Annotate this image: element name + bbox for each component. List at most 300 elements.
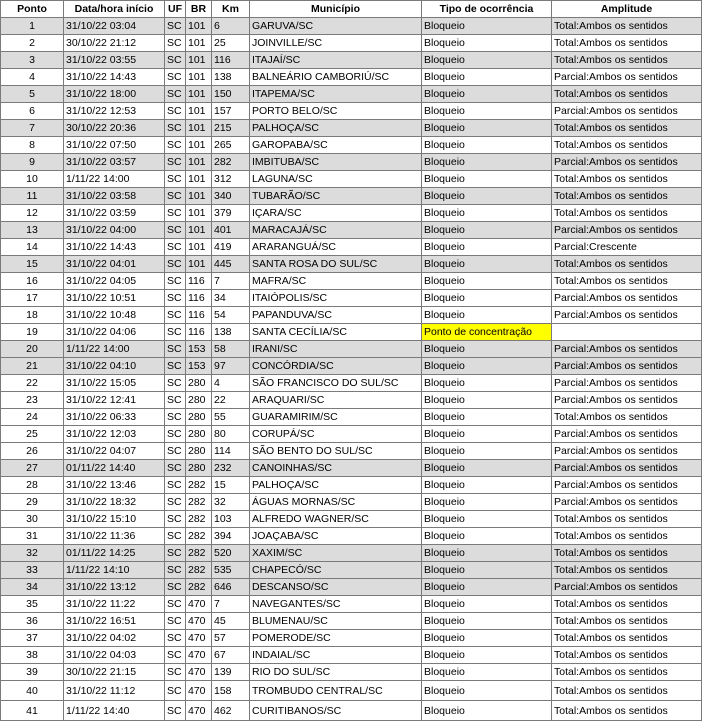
cell-municipio: LAGUNA/SC <box>250 171 422 188</box>
cell-data-hora: 31/10/22 10:48 <box>64 307 165 324</box>
cell-municipio: CURITIBANOS/SC <box>250 701 422 721</box>
cell-tipo: Bloqueio <box>422 35 552 52</box>
cell-br: 101 <box>186 137 212 154</box>
cell-km: 340 <box>212 188 250 205</box>
table-row <box>1 239 702 256</box>
cell-uf: SC <box>165 579 186 596</box>
cell-tipo: Bloqueio <box>422 409 552 426</box>
table-row <box>1 426 702 443</box>
cell-br: 101 <box>186 188 212 205</box>
header-data-hora: Data/hora início <box>64 1 165 18</box>
cell-br: 101 <box>186 239 212 256</box>
cell-data-hora: 1/11/22 14:00 <box>64 341 165 358</box>
cell-municipio: GAROPABA/SC <box>250 137 422 154</box>
table-row <box>1 171 702 188</box>
table-row <box>1 545 702 562</box>
cell-municipio: PALHOÇA/SC <box>250 120 422 137</box>
cell-municipio: BLUMENAU/SC <box>250 613 422 630</box>
cell-uf: SC <box>165 120 186 137</box>
cell-uf: SC <box>165 18 186 35</box>
cell-amplitude: Parcial:Crescente <box>552 239 702 256</box>
cell-km: 138 <box>212 69 250 86</box>
cell-municipio: RIO DO SUL/SC <box>250 664 422 681</box>
table-row <box>1 120 702 137</box>
cell-tipo: Bloqueio <box>422 647 552 664</box>
cell-km: 419 <box>212 239 250 256</box>
cell-amplitude: Total:Ambos os sentidos <box>552 120 702 137</box>
cell-data-hora: 31/10/22 11:12 <box>64 681 165 701</box>
cell-tipo: Bloqueio <box>422 239 552 256</box>
cell-amplitude: Total:Ambos os sentidos <box>552 681 702 701</box>
cell-km: 114 <box>212 443 250 460</box>
cell-ponto: 40 <box>1 681 64 701</box>
cell-amplitude: Total:Ambos os sentidos <box>552 52 702 69</box>
cell-municipio: IÇARA/SC <box>250 205 422 222</box>
cell-br: 116 <box>186 290 212 307</box>
cell-uf: SC <box>165 222 186 239</box>
cell-data-hora: 31/10/22 11:22 <box>64 596 165 613</box>
cell-br: 280 <box>186 392 212 409</box>
cell-km: 103 <box>212 511 250 528</box>
cell-municipio: CORUPÁ/SC <box>250 426 422 443</box>
cell-uf: SC <box>165 392 186 409</box>
cell-municipio: IMBITUBA/SC <box>250 154 422 171</box>
cell-ponto: 31 <box>1 528 64 545</box>
cell-data-hora: 31/10/22 04:00 <box>64 222 165 239</box>
header-row <box>1 1 702 18</box>
cell-br: 280 <box>186 460 212 477</box>
header-municipio: Município <box>250 1 422 18</box>
cell-municipio: ÁGUAS MORNAS/SC <box>250 494 422 511</box>
cell-data-hora: 31/10/22 03:55 <box>64 52 165 69</box>
cell-br: 282 <box>186 528 212 545</box>
cell-municipio: BALNEÁRIO CAMBORIÚ/SC <box>250 69 422 86</box>
cell-br: 282 <box>186 562 212 579</box>
table-row <box>1 681 702 701</box>
table-row <box>1 460 702 477</box>
cell-uf: SC <box>165 545 186 562</box>
cell-br: 280 <box>186 409 212 426</box>
cell-data-hora: 31/10/22 07:50 <box>64 137 165 154</box>
cell-municipio: DESCANSO/SC <box>250 579 422 596</box>
table-row <box>1 341 702 358</box>
cell-municipio: SÃO BENTO DO SUL/SC <box>250 443 422 460</box>
table-row <box>1 477 702 494</box>
cell-municipio: INDAIAL/SC <box>250 647 422 664</box>
cell-data-hora: 31/10/22 18:00 <box>64 86 165 103</box>
cell-amplitude: Parcial:Ambos os sentidos <box>552 375 702 392</box>
cell-municipio: SÃO FRANCISCO DO SUL/SC <box>250 375 422 392</box>
table-row <box>1 52 702 69</box>
cell-ponto: 10 <box>1 171 64 188</box>
cell-tipo: Bloqueio <box>422 358 552 375</box>
table-row <box>1 647 702 664</box>
cell-ponto: 16 <box>1 273 64 290</box>
table-row <box>1 69 702 86</box>
cell-tipo: Bloqueio <box>422 273 552 290</box>
cell-data-hora: 31/10/22 03:59 <box>64 205 165 222</box>
cell-tipo: Bloqueio <box>422 256 552 273</box>
cell-uf: SC <box>165 239 186 256</box>
cell-amplitude: Total:Ambos os sentidos <box>552 409 702 426</box>
cell-tipo: Bloqueio <box>422 307 552 324</box>
cell-data-hora: 31/10/22 04:01 <box>64 256 165 273</box>
cell-km: 97 <box>212 358 250 375</box>
table-row <box>1 596 702 613</box>
table-row <box>1 494 702 511</box>
cell-br: 101 <box>186 18 212 35</box>
cell-uf: SC <box>165 375 186 392</box>
cell-uf: SC <box>165 528 186 545</box>
cell-km: 462 <box>212 701 250 721</box>
cell-br: 282 <box>186 494 212 511</box>
cell-br: 116 <box>186 307 212 324</box>
cell-ponto: 27 <box>1 460 64 477</box>
cell-km: 58 <box>212 341 250 358</box>
cell-br: 280 <box>186 375 212 392</box>
cell-tipo: Bloqueio <box>422 477 552 494</box>
cell-km: 80 <box>212 426 250 443</box>
cell-amplitude: Parcial:Ambos os sentidos <box>552 443 702 460</box>
table-row <box>1 579 702 596</box>
cell-uf: SC <box>165 273 186 290</box>
cell-uf: SC <box>165 154 186 171</box>
cell-tipo: Bloqueio <box>422 511 552 528</box>
cell-ponto: 23 <box>1 392 64 409</box>
table-row <box>1 35 702 52</box>
cell-km: 116 <box>212 52 250 69</box>
cell-uf: SC <box>165 443 186 460</box>
cell-br: 470 <box>186 701 212 721</box>
header-br: BR <box>186 1 212 18</box>
cell-amplitude: Total:Ambos os sentidos <box>552 664 702 681</box>
table-row <box>1 630 702 647</box>
cell-km: 54 <box>212 307 250 324</box>
cell-municipio: POMERODE/SC <box>250 630 422 647</box>
cell-data-hora: 31/10/22 16:51 <box>64 613 165 630</box>
cell-tipo: Bloqueio <box>422 681 552 701</box>
cell-ponto: 8 <box>1 137 64 154</box>
cell-ponto: 21 <box>1 358 64 375</box>
cell-uf: SC <box>165 494 186 511</box>
cell-br: 101 <box>186 205 212 222</box>
cell-km: 150 <box>212 86 250 103</box>
cell-br: 470 <box>186 630 212 647</box>
cell-ponto: 33 <box>1 562 64 579</box>
cell-tipo: Bloqueio <box>422 443 552 460</box>
cell-data-hora: 31/10/22 11:36 <box>64 528 165 545</box>
cell-amplitude: Parcial:Ambos os sentidos <box>552 477 702 494</box>
cell-uf: SC <box>165 103 186 120</box>
cell-data-hora: 31/10/22 03:04 <box>64 18 165 35</box>
cell-municipio: PORTO BELO/SC <box>250 103 422 120</box>
table-row <box>1 701 702 721</box>
cell-uf: SC <box>165 205 186 222</box>
cell-ponto: 26 <box>1 443 64 460</box>
cell-km: 401 <box>212 222 250 239</box>
cell-tipo: Bloqueio <box>422 545 552 562</box>
cell-ponto: 6 <box>1 103 64 120</box>
cell-tipo: Bloqueio <box>422 222 552 239</box>
cell-amplitude: Total:Ambos os sentidos <box>552 273 702 290</box>
cell-uf: SC <box>165 256 186 273</box>
cell-br: 470 <box>186 664 212 681</box>
cell-amplitude <box>552 324 702 341</box>
cell-tipo: Bloqueio <box>422 137 552 154</box>
cell-municipio: SANTA ROSA DO SUL/SC <box>250 256 422 273</box>
header-km: Km <box>212 1 250 18</box>
cell-amplitude: Parcial:Ambos os sentidos <box>552 290 702 307</box>
cell-km: 138 <box>212 324 250 341</box>
cell-ponto: 4 <box>1 69 64 86</box>
cell-km: 32 <box>212 494 250 511</box>
cell-municipio: PAPANDUVA/SC <box>250 307 422 324</box>
cell-br: 470 <box>186 596 212 613</box>
table-row <box>1 324 702 341</box>
cell-municipio: TROMBUDO CENTRAL/SC <box>250 681 422 701</box>
cell-br: 282 <box>186 545 212 562</box>
cell-ponto: 32 <box>1 545 64 562</box>
cell-ponto: 37 <box>1 630 64 647</box>
cell-tipo: Bloqueio <box>422 18 552 35</box>
cell-uf: SC <box>165 562 186 579</box>
cell-br: 280 <box>186 426 212 443</box>
cell-amplitude: Parcial:Ambos os sentidos <box>552 341 702 358</box>
cell-tipo: Bloqueio <box>422 664 552 681</box>
cell-amplitude: Total:Ambos os sentidos <box>552 86 702 103</box>
cell-data-hora: 31/10/22 18:32 <box>64 494 165 511</box>
cell-ponto: 3 <box>1 52 64 69</box>
cell-amplitude: Total:Ambos os sentidos <box>552 596 702 613</box>
cell-tipo: Bloqueio <box>422 86 552 103</box>
cell-municipio: TUBARÃO/SC <box>250 188 422 205</box>
cell-data-hora: 31/10/22 13:12 <box>64 579 165 596</box>
table-row <box>1 273 702 290</box>
table-row <box>1 664 702 681</box>
cell-amplitude: Total:Ambos os sentidos <box>552 630 702 647</box>
cell-ponto: 35 <box>1 596 64 613</box>
cell-amplitude: Total:Ambos os sentidos <box>552 562 702 579</box>
cell-ponto: 25 <box>1 426 64 443</box>
cell-amplitude: Total:Ambos os sentidos <box>552 256 702 273</box>
table-row <box>1 137 702 154</box>
cell-amplitude: Total:Ambos os sentidos <box>552 528 702 545</box>
cell-km: 67 <box>212 647 250 664</box>
cell-br: 470 <box>186 681 212 701</box>
cell-amplitude: Parcial:Ambos os sentidos <box>552 154 702 171</box>
cell-municipio: ITAPEMA/SC <box>250 86 422 103</box>
cell-municipio: CONCÓRDIA/SC <box>250 358 422 375</box>
cell-br: 101 <box>186 120 212 137</box>
table-body <box>1 18 702 721</box>
cell-tipo: Bloqueio <box>422 701 552 721</box>
cell-km: 7 <box>212 273 250 290</box>
cell-uf: SC <box>165 188 186 205</box>
table-row <box>1 205 702 222</box>
cell-br: 470 <box>186 647 212 664</box>
cell-uf: SC <box>165 701 186 721</box>
header-tipo: Tipo de ocorrência <box>422 1 552 18</box>
table-row <box>1 562 702 579</box>
cell-ponto: 14 <box>1 239 64 256</box>
cell-km: 45 <box>212 613 250 630</box>
cell-data-hora: 31/10/22 15:10 <box>64 511 165 528</box>
cell-ponto: 34 <box>1 579 64 596</box>
cell-data-hora: 31/10/22 12:53 <box>64 103 165 120</box>
cell-km: 22 <box>212 392 250 409</box>
cell-municipio: SANTA CECÍLIA/SC <box>250 324 422 341</box>
cell-data-hora: 30/10/22 21:15 <box>64 664 165 681</box>
cell-data-hora: 31/10/22 12:41 <box>64 392 165 409</box>
cell-data-hora: 1/11/22 14:10 <box>64 562 165 579</box>
cell-municipio: JOAÇABA/SC <box>250 528 422 545</box>
cell-amplitude: Total:Ambos os sentidos <box>552 171 702 188</box>
cell-tipo: Bloqueio <box>422 460 552 477</box>
cell-municipio: ITAIÓPOLIS/SC <box>250 290 422 307</box>
cell-data-hora: 31/10/22 15:05 <box>64 375 165 392</box>
table-row <box>1 256 702 273</box>
cell-tipo: Bloqueio <box>422 613 552 630</box>
cell-ponto: 18 <box>1 307 64 324</box>
cell-amplitude: Parcial:Ambos os sentidos <box>552 392 702 409</box>
cell-km: 15 <box>212 477 250 494</box>
cell-uf: SC <box>165 86 186 103</box>
cell-amplitude: Total:Ambos os sentidos <box>552 18 702 35</box>
cell-km: 282 <box>212 154 250 171</box>
cell-amplitude: Total:Ambos os sentidos <box>552 701 702 721</box>
cell-municipio: CHAPECÓ/SC <box>250 562 422 579</box>
cell-tipo: Bloqueio <box>422 494 552 511</box>
cell-amplitude: Total:Ambos os sentidos <box>552 137 702 154</box>
cell-br: 282 <box>186 511 212 528</box>
cell-br: 101 <box>186 52 212 69</box>
cell-data-hora: 31/10/22 13:46 <box>64 477 165 494</box>
cell-data-hora: 31/10/22 03:58 <box>64 188 165 205</box>
table-row <box>1 613 702 630</box>
header-amplitude: Amplitude <box>552 1 702 18</box>
cell-br: 101 <box>186 69 212 86</box>
cell-amplitude: Total:Ambos os sentidos <box>552 545 702 562</box>
cell-amplitude: Total:Ambos os sentidos <box>552 35 702 52</box>
cell-uf: SC <box>165 35 186 52</box>
cell-km: 265 <box>212 137 250 154</box>
cell-km: 57 <box>212 630 250 647</box>
cell-uf: SC <box>165 290 186 307</box>
table-row <box>1 18 702 35</box>
cell-km: 445 <box>212 256 250 273</box>
cell-br: 116 <box>186 273 212 290</box>
cell-ponto: 22 <box>1 375 64 392</box>
cell-municipio: GUARAMIRIM/SC <box>250 409 422 426</box>
cell-km: 7 <box>212 596 250 613</box>
cell-tipo: Ponto de concentração <box>422 324 552 341</box>
cell-uf: SC <box>165 647 186 664</box>
cell-ponto: 11 <box>1 188 64 205</box>
cell-km: 6 <box>212 18 250 35</box>
cell-br: 101 <box>186 86 212 103</box>
cell-amplitude: Parcial:Ambos os sentidos <box>552 103 702 120</box>
cell-amplitude: Total:Ambos os sentidos <box>552 613 702 630</box>
cell-ponto: 36 <box>1 613 64 630</box>
cell-data-hora: 01/11/22 14:25 <box>64 545 165 562</box>
cell-data-hora: 31/10/22 06:33 <box>64 409 165 426</box>
cell-uf: SC <box>165 171 186 188</box>
cell-km: 232 <box>212 460 250 477</box>
cell-municipio: PALHOÇA/SC <box>250 477 422 494</box>
cell-tipo: Bloqueio <box>422 426 552 443</box>
cell-km: 158 <box>212 681 250 701</box>
cell-uf: SC <box>165 511 186 528</box>
cell-amplitude: Parcial:Ambos os sentidos <box>552 460 702 477</box>
cell-amplitude: Total:Ambos os sentidos <box>552 205 702 222</box>
cell-municipio: CANOINHAS/SC <box>250 460 422 477</box>
cell-uf: SC <box>165 426 186 443</box>
cell-tipo: Bloqueio <box>422 341 552 358</box>
cell-municipio: ALFREDO WAGNER/SC <box>250 511 422 528</box>
cell-km: 312 <box>212 171 250 188</box>
cell-municipio: MAFRA/SC <box>250 273 422 290</box>
cell-br: 280 <box>186 443 212 460</box>
cell-data-hora: 31/10/22 04:03 <box>64 647 165 664</box>
table-row <box>1 188 702 205</box>
cell-km: 520 <box>212 545 250 562</box>
cell-uf: SC <box>165 664 186 681</box>
cell-ponto: 30 <box>1 511 64 528</box>
cell-tipo: Bloqueio <box>422 69 552 86</box>
header-ponto: Ponto <box>1 1 64 18</box>
cell-amplitude: Parcial:Ambos os sentidos <box>552 426 702 443</box>
cell-data-hora: 31/10/22 04:07 <box>64 443 165 460</box>
cell-amplitude: Parcial:Ambos os sentidos <box>552 69 702 86</box>
table-row <box>1 443 702 460</box>
cell-km: 394 <box>212 528 250 545</box>
cell-data-hora: 31/10/22 03:57 <box>64 154 165 171</box>
cell-ponto: 24 <box>1 409 64 426</box>
cell-data-hora: 31/10/22 14:43 <box>64 239 165 256</box>
cell-tipo: Bloqueio <box>422 290 552 307</box>
cell-data-hora: 31/10/22 04:10 <box>64 358 165 375</box>
table-row <box>1 86 702 103</box>
cell-km: 25 <box>212 35 250 52</box>
cell-tipo: Bloqueio <box>422 205 552 222</box>
cell-municipio: GARUVA/SC <box>250 18 422 35</box>
cell-km: 535 <box>212 562 250 579</box>
cell-ponto: 29 <box>1 494 64 511</box>
cell-municipio: ARARANGUÁ/SC <box>250 239 422 256</box>
table-row <box>1 358 702 375</box>
table-row <box>1 290 702 307</box>
cell-tipo: Bloqueio <box>422 528 552 545</box>
cell-br: 101 <box>186 171 212 188</box>
cell-ponto: 1 <box>1 18 64 35</box>
cell-data-hora: 31/10/22 04:02 <box>64 630 165 647</box>
cell-municipio: XAXIM/SC <box>250 545 422 562</box>
cell-ponto: 41 <box>1 701 64 721</box>
cell-uf: SC <box>165 52 186 69</box>
cell-km: 379 <box>212 205 250 222</box>
cell-uf: SC <box>165 358 186 375</box>
cell-municipio: ITAJAÍ/SC <box>250 52 422 69</box>
cell-tipo: Bloqueio <box>422 630 552 647</box>
cell-tipo: Bloqueio <box>422 154 552 171</box>
cell-amplitude: Parcial:Ambos os sentidos <box>552 358 702 375</box>
cell-uf: SC <box>165 681 186 701</box>
cell-amplitude: Total:Ambos os sentidos <box>552 511 702 528</box>
table-row <box>1 511 702 528</box>
cell-br: 101 <box>186 222 212 239</box>
cell-ponto: 17 <box>1 290 64 307</box>
cell-data-hora: 1/11/22 14:00 <box>64 171 165 188</box>
